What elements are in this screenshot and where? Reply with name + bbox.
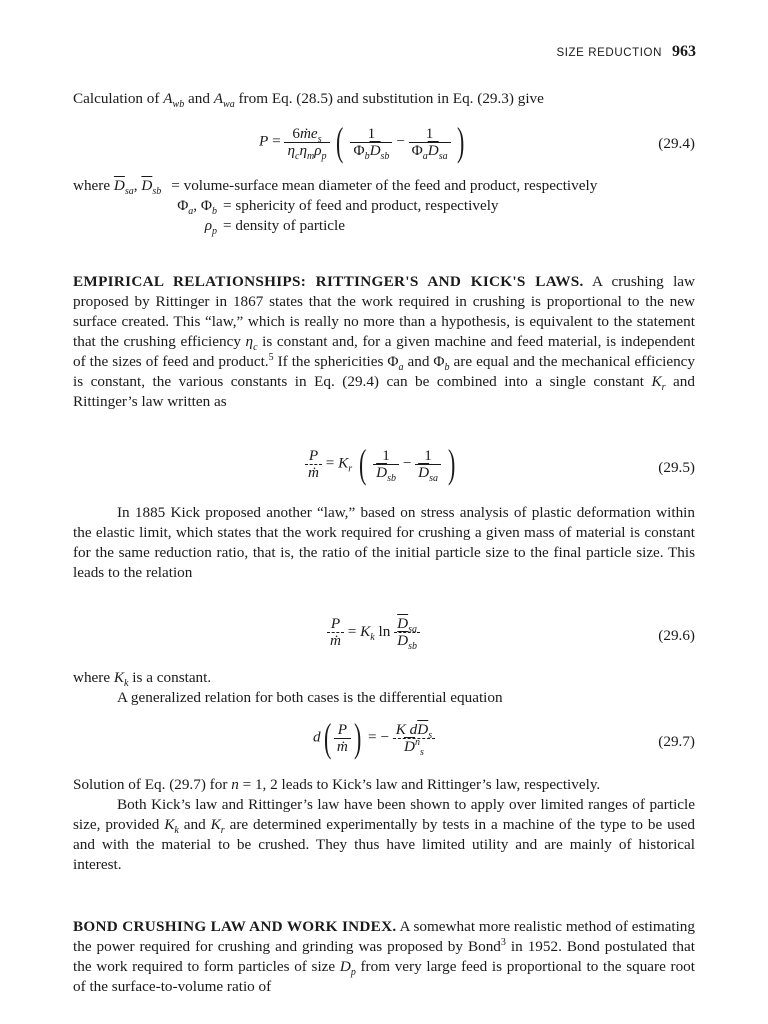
density-definition: = density of particle (223, 217, 346, 234)
running-header (556, 42, 696, 63)
running-title: SIZE REDUCTION (556, 47, 662, 59)
solution-paragraph: Solution of Eq. (29.7) for n = 1, 2 leads to Kick’s law and Rittinger’s law, respectively. Both Kick’s law and Rittinger’s law have been shown to apply over limited ranges of particle size, provided $K_k$ and $K_r$ are determined experimentally by tests in a machine of the type to be used and with the material to be crushed. They thus have limited utility and are mainly of historical interest. (73, 776, 695, 873)
section-heading-empirical: EMPIRICAL RELATIONSHIPS: RITTINGER'S AND KICK'S LAWS. (73, 273, 584, 290)
equation-29-6: $\frac{P}{\text{ṁ}}$ = $K_k$ ln $\frac{\overline{D}_{sa}}{\overline{D}_{sb}}$ (29.6) (73, 610, 695, 660)
page-number: 963 (672, 43, 696, 60)
variable-definitions: where $\overline{D}_{sa}$, $\overline{D}_{sb}$ = volume-surface mean diameter of the feed and product, respectively $\Phi_a$, $\Phi_b$ = sphericity of feed and product, respectively $\rho_p$ = density of particle (73, 177, 598, 238)
kick-paragraph: In 1885 Kick proposed another “law,” based on stress analysis of plastic deformation within the elastic limit, which states that the work required for crushing a given mass of material is constant for the same reduction ratio, that is, the ratio of the initial particle size to the final particle size. This leads to the relation (73, 504, 695, 581)
empirical-paragraph: EMPIRICAL RELATIONSHIPS: RITTINGER'S AND KICK'S LAWS. A crushing law proposed by Rittinger in 1867 states that the work required in crushing is proportional to the new surface created. This “law,” which is really no more than a hypothesis, is equivalent to the statement that the crushing efficiency $\eta_c$ is constant and, for a given machine and feed material, is independent of the sizes of feed and product.$^5$ If the sphericities $\Phi_a$ and $\Phi_b$ are equal and the mechanical efficiency is constant, the various constants in Eq. (29.4) can be combined into a single constant $K_r$ and Rittinger’s law written as (73, 273, 695, 410)
equation-29-7: d( $\frac{P}{\text{ṁ}}$ ) = − $\frac{K d\overline{D}_s}{\overline{D}^n_s}$ (29.7) (313, 715, 695, 760)
intro-paragraph: Calculation of $A_{wb}$ and $A_{wa}$ from Eq. (28.5) and substitution in Eq. (29.3) give (73, 90, 544, 111)
diameter-definition: = volume-surface mean diameter of the feed and product, respectively (171, 177, 598, 194)
equation-29-5: $\frac{P}{\text{ṁ}}$ = $K_r$ ( $\frac{1}{\overline{D}_{sb}}$ − $\frac{1}{\overline{D}_{sa}}$ ) (29.5) (73, 440, 695, 490)
bond-paragraph: BOND CRUSHING LAW AND WORK INDEX. A somewhat more realistic method of estimating the power required for crushing and grinding was proposed by Bond$^3$ in 1952. Bond postulated that the work required to form particles of size $D_p$ from very large feed is proportional to the square root of the surface-to-volume ratio of (73, 918, 695, 995)
kick-constant-paragraph: where $K_k$ is a constant. A generalized relation for both cases is the differential equation (73, 668, 695, 708)
section-heading-bond: BOND CRUSHING LAW AND WORK INDEX. (73, 918, 397, 935)
equation-29-4: P = $\frac{6ṁe_s}{\eta_c\eta_m\rho_p}$ ( $\frac{1}{\Phi_b\overline{D}_{sb}}$ − $\frac{1}{\Phi_a\overline{D}_{sa}}$ ) (29.4) (259, 119, 695, 164)
sphericity-definition: = sphericity of feed and product, respectively (223, 197, 499, 214)
generalized-sentence: A generalized relation for both cases is the differential equation (117, 689, 503, 706)
equation-number: (29.5) (658, 459, 695, 476)
equation-number: (29.6) (658, 627, 695, 644)
equation-number: (29.7) (658, 733, 695, 750)
equation-number: (29.4) (658, 135, 695, 152)
